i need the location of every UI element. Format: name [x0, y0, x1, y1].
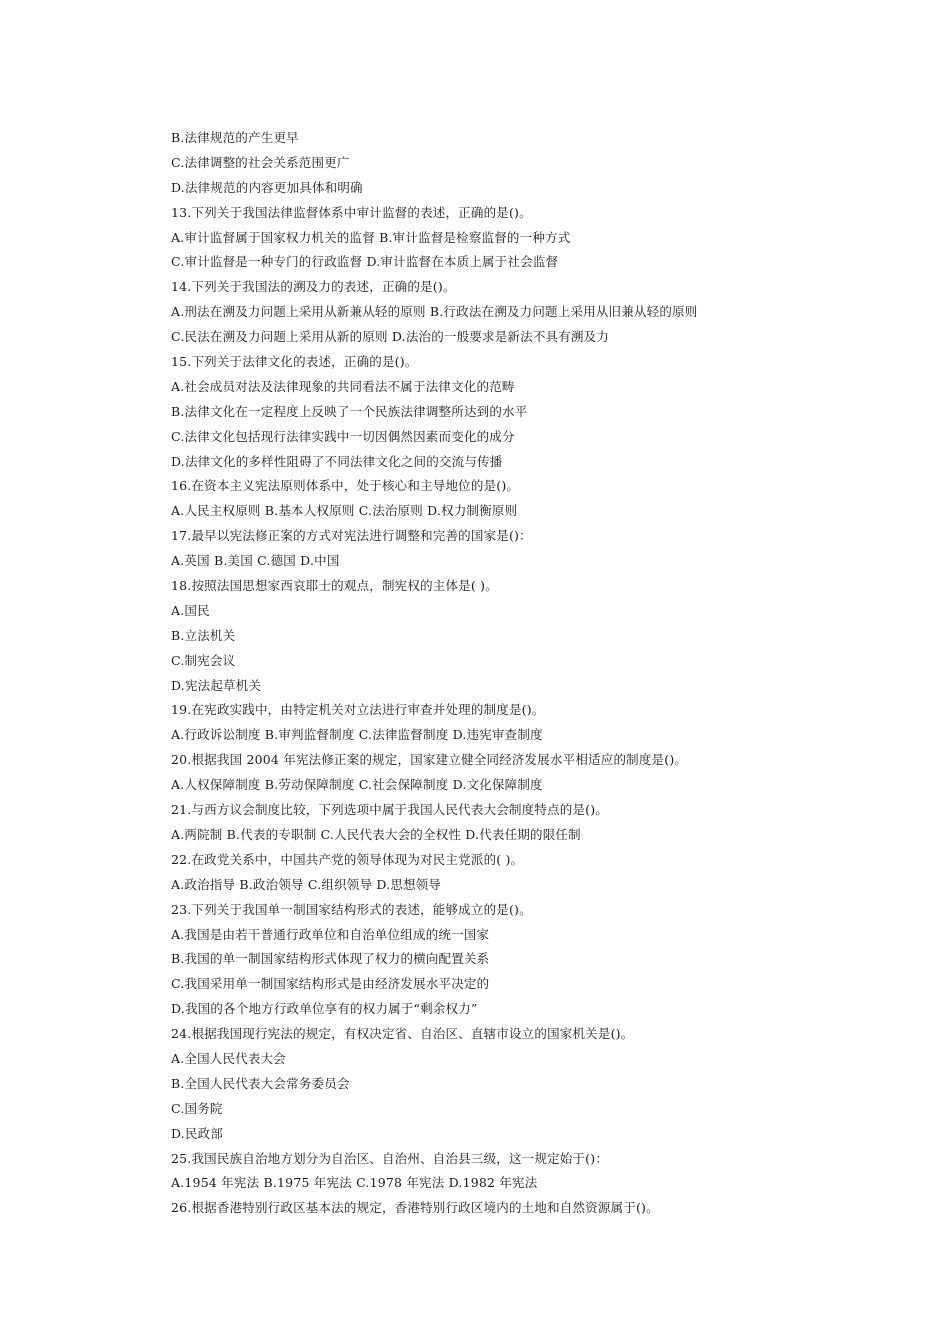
- text-line: D.法律文化的多样性阻碍了不同法律文化之间的交流与传播: [171, 453, 503, 469]
- text-line: B.立法机关: [171, 627, 236, 643]
- text-line: 22.在政党关系中，中国共产党的领导体现为对民主党派的( )。: [171, 851, 524, 867]
- text-line: A.国民: [171, 602, 210, 618]
- text-line: 26.根据香港特别行政区基本法的规定，香港特别行政区境内的土地和自然资源属于()。: [171, 1200, 659, 1216]
- text-line: 24.根据我国现行宪法的规定，有权决定省、自治区、直辖市设立的国家机关是()。: [171, 1026, 634, 1042]
- text-line: 13.下列关于我国法律监督体系中审计监督的表述，正确的是()。: [171, 204, 532, 220]
- text-line: D.法律规范的内容更加具体和明确: [171, 179, 363, 195]
- text-line: A.刑法在溯及力问题上采用从新兼从轻的原则 B.行政法在溯及力问题上采用从旧兼从轻的原则: [171, 304, 698, 320]
- text-line: C.审计监督是一种专门的行政监督 D.审计监督在本质上属于社会监督: [171, 254, 559, 270]
- text-line: A.审计监督属于国家权力机关的监督 B.审计监督是检察监督的一种方式: [171, 229, 571, 245]
- text-line: A.人民主权原则 B.基本人权原则 C.法治原则 D.权力制衡原则: [171, 503, 518, 519]
- text-line: C.我国采用单一制国家结构形式是由经济发展水平决定的: [171, 976, 490, 992]
- text-line: D.我国的各个地方行政单位享有的权力属于“剩余权力”: [171, 1001, 478, 1017]
- text-line: 25.我国民族自治地方划分为自治区、自治州、自治县三级，这一规定始于()：: [171, 1150, 609, 1166]
- text-line: A.行政诉讼制度 B.审判监督制度 C.法律监督制度 D.违宪审查制度: [171, 727, 543, 743]
- text-line: D.宪法起草机关: [171, 677, 262, 693]
- text-line: A.社会成员对法及法律现象的共同看法不属于法律文化的范畴: [171, 378, 515, 394]
- text-line: C.民法在溯及力问题上采用从新的原则 D.法治的一般要求是新法不具有溯及力: [171, 329, 610, 345]
- text-line: 21.与西方议会制度比较，下列选项中属于我国人民代表大会制度特点的是()。: [171, 802, 609, 818]
- text-line: A.人权保障制度 B.劳动保障制度 C.社会保障制度 D.文化保障制度: [171, 777, 543, 793]
- text-line: B.全国人民代表大会常务委员会: [171, 1075, 350, 1091]
- text-line: 15.下列关于法律文化的表述，正确的是()。: [171, 354, 418, 370]
- text-line: 14.下列关于我国法的溯及力的表述，正确的是()。: [171, 279, 456, 295]
- text-line: A.两院制 B.代表的专职制 C.人民代表大会的全权性 D.代表任期的限任制: [171, 826, 581, 842]
- text-line: 20.根据我国 2004 年宪法修正案的规定，国家建立健全同经济发展水平相适应的制度是()。: [171, 752, 688, 768]
- text-line: 19.在宪政实践中，由特定机关对立法进行审查并处理的制度是()。: [171, 702, 545, 718]
- text-line: A.政治指导 B.政治领导 C.组织领导 D.思想领导: [171, 876, 442, 892]
- text-line: C.法律调整的社会关系范围更广: [171, 154, 350, 170]
- text-line: A.全国人民代表大会: [171, 1050, 287, 1066]
- text-line: C.法律文化包括现行法律实践中一切因偶然因素而变化的成分: [171, 428, 515, 444]
- text-line: 23.下列关于我国单一制国家结构形式的表述，能够成立的是()。: [171, 901, 532, 917]
- text-line: B.我国的单一制国家结构形式体现了权力的横向配置关系: [171, 951, 490, 967]
- text-line: D.民政部: [171, 1125, 224, 1141]
- text-line: 16.在资本主义宪法原则体系中，处于核心和主导地位的是()。: [171, 478, 520, 494]
- text-line: A.我国是由若干普通行政单位和自治单位组成的统一国家: [171, 926, 490, 942]
- text-line: A.英国 B.美国 C.德国 D.中国: [171, 553, 340, 569]
- text-line: 17.最早以宪法修正案的方式对宪法进行调整和完善的国家是()：: [171, 528, 532, 544]
- text-line: A.1954 年宪法 B.1975 年宪法 C.1978 年宪法 D.1982 年宪法: [171, 1175, 538, 1191]
- document-body: [171, 126, 811, 1221]
- text-line: B.法律文化在一定程度上反映了一个民族法律调整所达到的水平: [171, 403, 528, 419]
- text-line: 18.按照法国思想家西哀耶士的观点，制宪权的主体是( )。: [171, 578, 498, 594]
- text-line: C.国务院: [171, 1100, 223, 1116]
- text-line: C.制宪会议: [171, 652, 236, 668]
- text-line: B.法律规范的产生更早: [171, 130, 299, 145]
